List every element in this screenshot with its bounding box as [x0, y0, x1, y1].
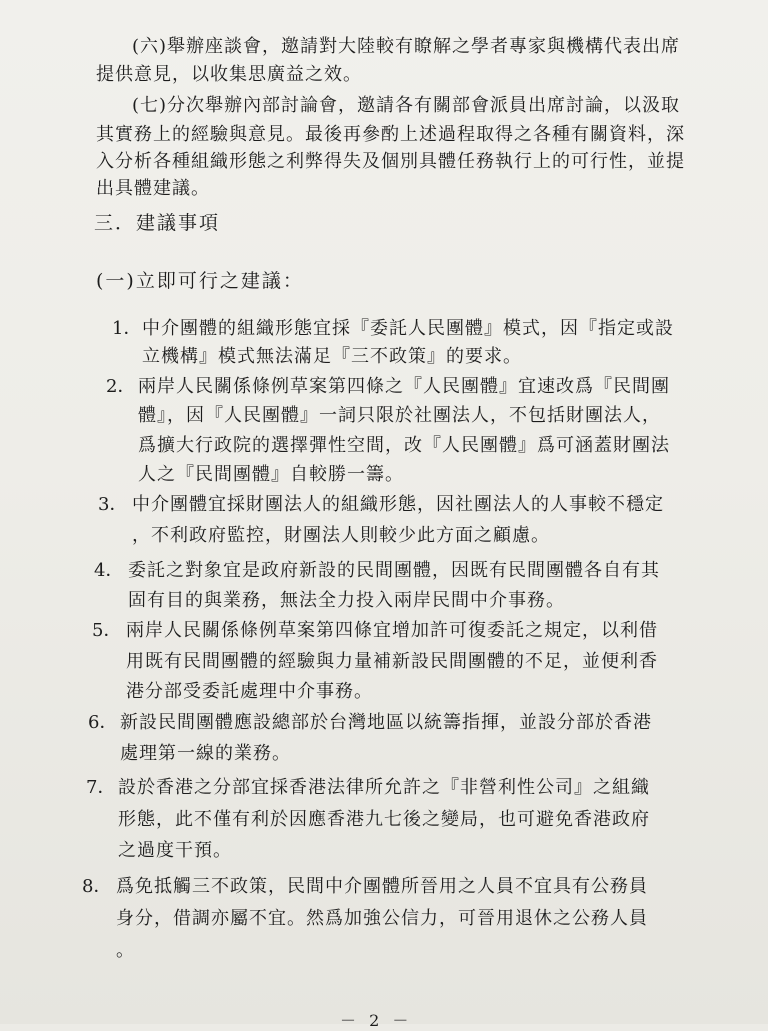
item-2-line1: 兩岸人民關係條例草案第四條之『人民團體』宜速改爲『民間團	[138, 376, 670, 397]
page-number: － 2 －	[340, 1011, 413, 1030]
item-3-line1: 中介團體宜採財團法人的組織形態，因社團法人的人事較不穩定	[132, 494, 664, 515]
item-5-line1: 兩岸人民關係條例草案第四條宜增加許可復委託之規定，以利借	[126, 620, 658, 641]
item-4-line2: 固有目的與業務，無法全力投入兩岸民間中介事務。	[128, 590, 565, 611]
item-8-line2: 身分，借調亦屬不宜。然爲加強公信力，可晉用退休之公務人員	[116, 908, 648, 929]
intro-item7-line2: 其實務上的經驗與意見。最後再參酌上述過程取得之各種有關資料，深	[96, 124, 685, 145]
item-6-number: 6．	[88, 712, 118, 733]
intro-item7-line3: 入分析各種組織形態之利弊得失及個別具體任務執行上的可行性，並提	[96, 151, 685, 172]
section-subtitle: (一)立即可行之建議：	[96, 270, 304, 292]
item-8-number: 8．	[82, 876, 112, 897]
item-3-number: 3．	[98, 494, 128, 515]
item-7-line3: 之過度干預。	[118, 840, 232, 861]
intro-item7-line4: 出具體建議。	[96, 178, 210, 199]
intro-item6-line2: 提供意見，以收集思廣益之效。	[96, 64, 362, 85]
item-2-number: 2．	[106, 376, 136, 397]
item-5-line2: 用既有民間團體的經驗與力量補新設民間團體的不足，並便利香	[126, 651, 658, 672]
item-7-number: 7．	[86, 777, 116, 798]
item-7-line1: 設於香港之分部宜採香港法律所允許之『非營利性公司』之組織	[118, 777, 650, 798]
intro-item6-line1: (六)舉辦座談會，邀請對大陸較有瞭解之學者專家與機構代表出席	[132, 36, 681, 57]
item-6-line2: 處理第一線的業務。	[120, 743, 291, 764]
item-2-line3: 爲擴大行政院的選擇彈性空間，改『人民團體』爲可涵蓋財團法	[138, 435, 670, 456]
item-1-number: 1．	[112, 318, 142, 339]
item-3-line2: ，不利政府監控，財團法人則較少此方面之顧慮。	[132, 525, 550, 546]
item-1-line1: 中介團體的組織形態宜採『委託人民團體』模式，因『指定或設	[142, 318, 674, 339]
item-1-line2: 立機構』模式無法滿足『三不政策』的要求。	[142, 346, 522, 367]
item-4-number: 4．	[94, 560, 124, 581]
item-5-line3: 港分部受委託處理中介事務。	[126, 681, 373, 702]
item-2-line2: 體』，因『人民團體』一詞只限於社團法人，不包括財團法人，	[138, 405, 661, 426]
item-8-line1: 爲免抵觸三不政策，民間中介團體所晉用之人員不宜具有公務員	[116, 876, 648, 897]
intro-item7-line1: (七)分次舉辦內部討論會，邀請各有關部會派員出席討論，以汲取	[132, 95, 681, 116]
section-title: 三．建議事項	[94, 212, 221, 234]
item-5-number: 5．	[92, 620, 122, 641]
item-6-line1: 新設民間團體應設總部於台灣地區以統籌指揮，並設分部於香港	[120, 712, 652, 733]
item-4-line1: 委託之對象宜是政府新設的民間團體，因既有民間團體各自有其	[128, 560, 660, 581]
item-2-line4: 人之『民間團體』自較勝一籌。	[138, 464, 404, 485]
item-8-line3: 。	[116, 940, 135, 961]
item-7-line2: 形態，此不僅有利於因應香港九七後之變局，也可避免香港政府	[118, 809, 650, 830]
